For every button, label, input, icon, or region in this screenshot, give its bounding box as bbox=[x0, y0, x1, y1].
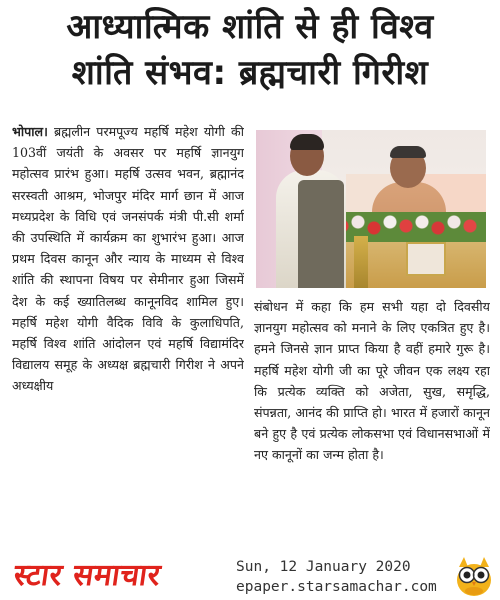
article-photo bbox=[256, 130, 486, 288]
owl-icon bbox=[454, 555, 494, 597]
headline-line-2: शांति संभव: ब्रह्मचारी गिरीश bbox=[71, 53, 429, 93]
article-headline bbox=[0, 4, 500, 96]
body-text-left: ब्रह्मलीन परमपूज्य महर्षि महेश योगी की 103वीं जयंती के अवसर पर महर्षि ज्ञानयुग महोत्सव प्रारंभ हुआ। महर्षि उत्सव भवन, ब्रह्मानंद सरस्वती आश्रम, भोजपुर मंदिर मार्ग छान में आज मध्यप्रदेश के विधि एवं जनसंपर्क मंत्री पी.सी शर्मा की उपस्थिति में कार्यक्रम का शुभारंभ हुआ। आज प्रथम दिवस कानून और न्याय के माध्यम से विश्व शांति की स्थापना विषय पर सेमीनार हुआ जिसमें देश के कई ख्यातिलब्ध कानूनविद शामिल हुए। महर्षि महेश योगी वैदिक विवि के कुलाधिपति, महर्षि विश्व शांति आंदोलन एवं महर्षि विद्यामंदिर विद्यालय समूह के अध्यक्ष ब्रह्मचारी गिरीश ने अपने अध्यक्षीय bbox=[12, 124, 244, 394]
article-column-right bbox=[254, 296, 490, 544]
dateline: भोपाल। bbox=[12, 124, 48, 139]
headline-line-1: आध्यात्मिक शांति से ही विश्व bbox=[66, 7, 434, 47]
body-text-right: संबोधन में कहा कि हम सभी यहा दो दिवसीय ज्ञानयुग महोत्सव को मनाने के लिए एकत्रित हुए है। हमने जिनसे ज्ञान प्राप्त किया है वहीं हमारे गुरू है। महर्षि महेश योगी जी का पूरे जीवन एक लक्ष्य रहा कि प्रत्येक व्यक्ति को अजेता, सुख, समृद्धि, संपन्नता, आनंद की प्राप्ति हो। भारत में हजारों कानून बने हुए है एवं प्रत्येक लोकसभा एवं विधानसभाओं में नए कानूनों का जन्म होता है। bbox=[254, 299, 490, 463]
edition-date: Sun, 12 January 2020 bbox=[236, 559, 411, 575]
newspaper-logo: स्टार समाचार bbox=[11, 558, 163, 593]
epaper-url: epaper.starsamachar.com bbox=[236, 579, 437, 595]
article-column-left bbox=[12, 121, 244, 553]
